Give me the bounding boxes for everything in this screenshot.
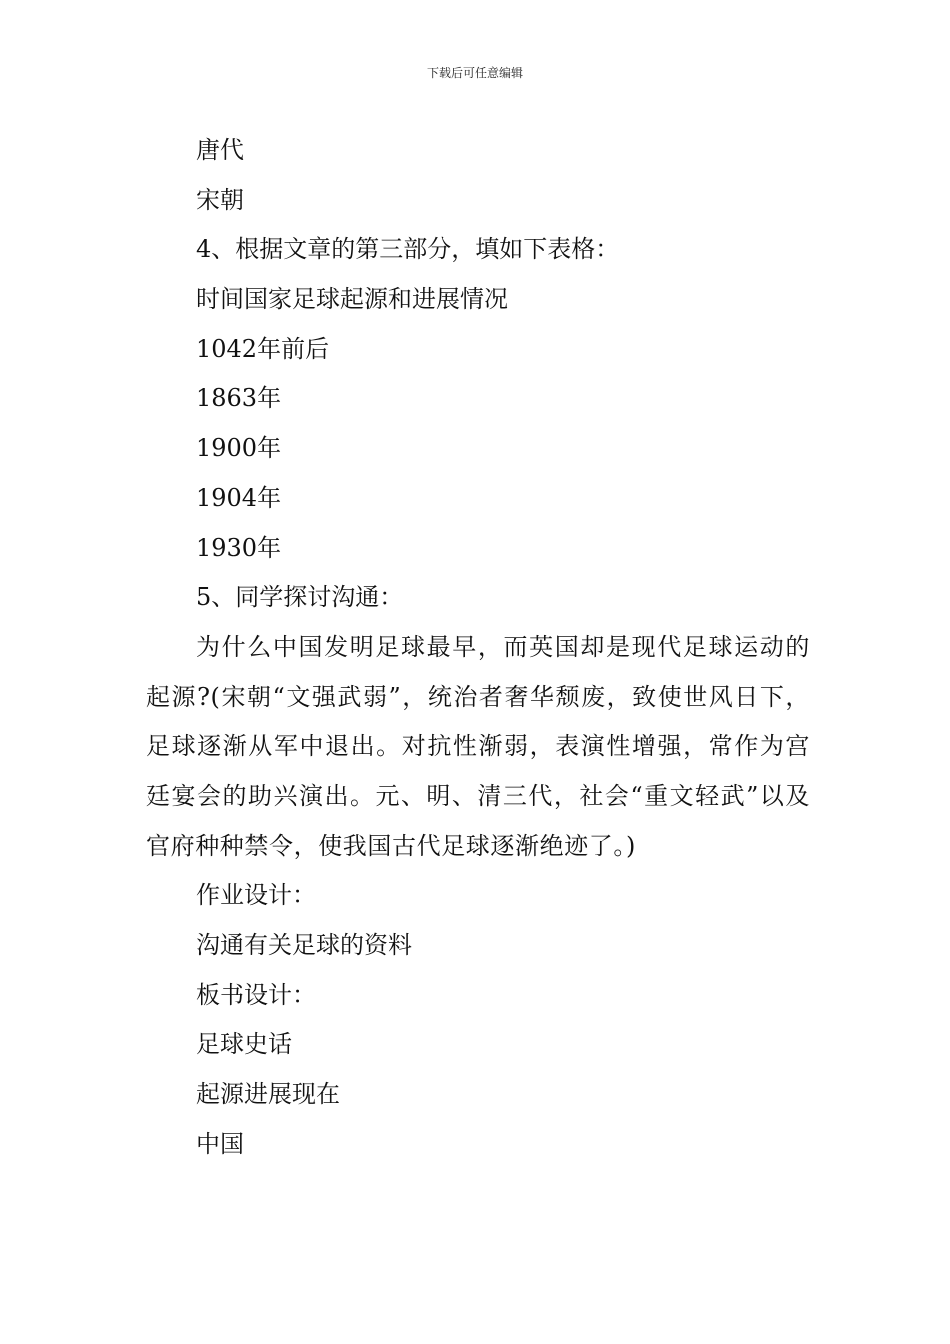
page-header: 下载后可任意编辑 (426, 66, 523, 80)
text-line: 起源进展现在 (196, 1080, 340, 1109)
section-heading: 板书设计： (196, 980, 316, 1009)
text-line: 中国 (196, 1129, 244, 1158)
question-heading: 4、根据文章的第三部分，填如下表格： (196, 235, 620, 264)
year-line: 1904年 (196, 483, 282, 512)
document-body (146, 126, 810, 1170)
year-line: 1930年 (196, 533, 282, 562)
text-line: 足球史话 (196, 1030, 292, 1059)
year-line: 1042年前后 (196, 334, 330, 363)
section-heading: 作业设计： (196, 881, 316, 910)
text-line: 唐代 (196, 136, 244, 164)
text-line: 宋朝 (196, 185, 244, 214)
question-heading: 5、同学探讨沟通： (196, 583, 404, 612)
year-line: 1863年 (196, 384, 282, 413)
discussion-paragraph: 为什么中国发明足球最早，而英国却是现代足球运动的起源?(宋朝“文强武弱”，统治者奢华颓废，致使世风日下，足球逐渐从军中退出。对抗性渐弱，表演性增强，常作为宫廷宴会的助兴演出。元、明、清三代，社会“重文轻武”以及官府种种禁令，使我国古代足球逐渐绝迹了。) (146, 632, 810, 860)
table-header-line: 时间国家足球起源和进展情况 (196, 285, 508, 314)
text-line: 沟通有关足球的资料 (196, 931, 412, 960)
year-line: 1900年 (196, 434, 282, 463)
